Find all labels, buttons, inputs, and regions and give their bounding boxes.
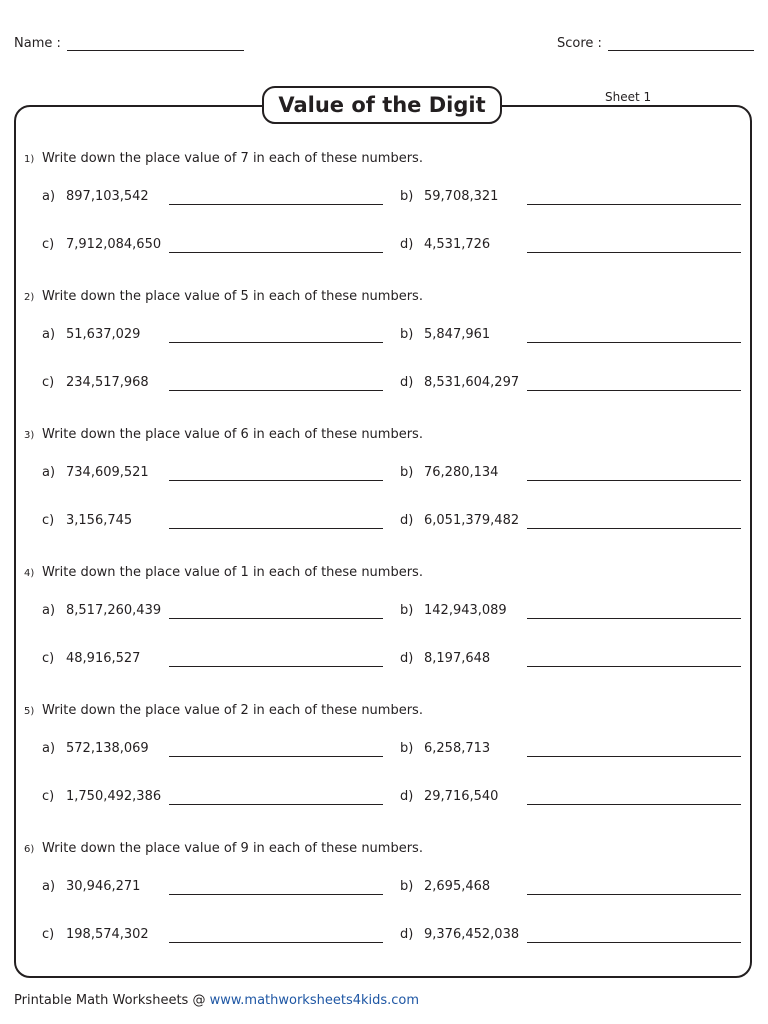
footer-text: Printable Math Worksheets @	[14, 993, 210, 1008]
item-a	[42, 189, 382, 213]
answer-line[interactable]	[527, 804, 741, 805]
item-letter: a)	[42, 465, 56, 480]
question-number: 3)	[24, 430, 35, 441]
answer-line[interactable]	[169, 204, 383, 205]
name-label: Name :	[14, 36, 61, 51]
item-letter: b)	[400, 741, 414, 756]
item-number: 7,912,084,650	[66, 237, 162, 252]
name-field	[14, 35, 244, 51]
item-b	[400, 741, 740, 765]
item-b	[400, 879, 740, 903]
question-prompt: Write down the place value of 2 in each of these numbers.	[42, 703, 423, 718]
answer-line[interactable]	[527, 528, 741, 529]
item-number: 6,051,379,482	[424, 513, 520, 528]
item-c	[42, 513, 382, 537]
item-letter: d)	[400, 927, 414, 942]
item-number: 234,517,968	[66, 375, 149, 390]
answer-line[interactable]	[527, 252, 741, 253]
item-letter: d)	[400, 375, 414, 390]
item-a	[42, 603, 382, 627]
item-letter: b)	[400, 879, 414, 894]
item-c	[42, 927, 382, 951]
item-c	[42, 375, 382, 399]
item-letter: d)	[400, 651, 414, 666]
question-number: 2)	[24, 292, 35, 303]
item-letter: b)	[400, 327, 414, 342]
item-number: 572,138,069	[66, 741, 149, 756]
answer-line[interactable]	[527, 666, 741, 667]
item-b	[400, 327, 740, 351]
question-prompt: Write down the place value of 9 in each of these numbers.	[42, 841, 423, 856]
item-letter: a)	[42, 741, 56, 756]
question-3	[14, 427, 752, 557]
answer-line[interactable]	[169, 480, 383, 481]
sheet-label: Sheet 1	[605, 90, 652, 104]
question-1	[14, 151, 752, 281]
item-c	[42, 789, 382, 813]
item-d	[400, 375, 740, 399]
item-d	[400, 651, 740, 675]
answer-line[interactable]	[527, 204, 741, 205]
footer	[14, 993, 419, 1008]
answer-line[interactable]	[527, 942, 741, 943]
question-number: 1)	[24, 154, 35, 165]
answer-line[interactable]	[527, 894, 741, 895]
item-letter: a)	[42, 879, 56, 894]
item-number: 8,517,260,439	[66, 603, 162, 618]
question-header	[24, 427, 423, 442]
item-b	[400, 189, 740, 213]
item-letter: b)	[400, 465, 414, 480]
item-a	[42, 465, 382, 489]
question-header	[24, 565, 423, 580]
item-number: 4,531,726	[424, 237, 491, 252]
item-c	[42, 651, 382, 675]
question-header	[24, 703, 423, 718]
item-letter: b)	[400, 603, 414, 618]
item-a	[42, 879, 382, 903]
item-number: 8,197,648	[424, 651, 491, 666]
item-number: 198,574,302	[66, 927, 149, 942]
score-label: Score :	[557, 36, 602, 51]
question-5	[14, 703, 752, 833]
item-b	[400, 603, 740, 627]
item-letter: c)	[42, 237, 55, 252]
answer-line[interactable]	[169, 942, 383, 943]
answer-line[interactable]	[527, 618, 741, 619]
answer-line[interactable]	[169, 894, 383, 895]
item-number: 8,531,604,297	[424, 375, 520, 390]
item-letter: d)	[400, 789, 414, 804]
item-d	[400, 237, 740, 261]
item-d	[400, 789, 740, 813]
item-d	[400, 513, 740, 537]
item-d	[400, 927, 740, 951]
question-header	[24, 841, 423, 856]
item-number: 142,943,089	[424, 603, 507, 618]
question-prompt: Write down the place value of 6 in each of these numbers.	[42, 427, 423, 442]
answer-line[interactable]	[169, 804, 383, 805]
item-letter: c)	[42, 513, 55, 528]
item-letter: c)	[42, 375, 55, 390]
footer-site-link[interactable]: www.mathworksheets4kids.com	[209, 993, 420, 1008]
item-number: 3,156,745	[66, 513, 133, 528]
item-number: 897,103,542	[66, 189, 149, 204]
item-number: 6,258,713	[424, 741, 491, 756]
answer-line[interactable]	[527, 390, 741, 391]
answer-line[interactable]	[169, 390, 383, 391]
question-prompt: Write down the place value of 1 in each of these numbers.	[42, 565, 423, 580]
name-input-line[interactable]	[67, 35, 244, 51]
score-input-line[interactable]	[608, 35, 754, 51]
score-field	[557, 35, 754, 51]
question-number: 6)	[24, 844, 35, 855]
item-a	[42, 327, 382, 351]
question-2	[14, 289, 752, 419]
item-b	[400, 465, 740, 489]
question-number: 4)	[24, 568, 35, 579]
item-letter: c)	[42, 927, 55, 942]
item-number: 59,708,321	[424, 189, 499, 204]
item-letter: a)	[42, 189, 56, 204]
item-letter: d)	[400, 237, 414, 252]
item-number: 48,916,527	[66, 651, 141, 666]
item-a	[42, 741, 382, 765]
answer-line[interactable]	[527, 342, 741, 343]
item-number: 9,376,452,038	[424, 927, 520, 942]
item-letter: c)	[42, 651, 55, 666]
item-letter: a)	[42, 603, 56, 618]
item-number: 30,946,271	[66, 879, 141, 894]
worksheet-title: Value of the Digit	[262, 86, 502, 124]
question-header	[24, 289, 423, 304]
item-number: 2,695,468	[424, 879, 491, 894]
answer-line[interactable]	[169, 666, 383, 667]
answer-line[interactable]	[527, 480, 741, 481]
question-number: 5)	[24, 706, 35, 717]
question-header	[24, 151, 423, 166]
item-letter: a)	[42, 327, 56, 342]
item-letter: b)	[400, 189, 414, 204]
item-number: 734,609,521	[66, 465, 149, 480]
item-letter: c)	[42, 789, 55, 804]
item-number: 5,847,961	[424, 327, 491, 342]
item-number: 29,716,540	[424, 789, 499, 804]
item-number: 76,280,134	[424, 465, 499, 480]
item-letter: d)	[400, 513, 414, 528]
answer-line[interactable]	[169, 252, 383, 253]
answer-line[interactable]	[527, 756, 741, 757]
question-prompt: Write down the place value of 7 in each of these numbers.	[42, 151, 423, 166]
item-c	[42, 237, 382, 261]
answer-line[interactable]	[169, 528, 383, 529]
question-4	[14, 565, 752, 695]
answer-line[interactable]	[169, 618, 383, 619]
question-prompt: Write down the place value of 5 in each of these numbers.	[42, 289, 423, 304]
answer-line[interactable]	[169, 342, 383, 343]
item-number: 51,637,029	[66, 327, 141, 342]
question-6	[14, 841, 752, 971]
item-number: 1,750,492,386	[66, 789, 162, 804]
answer-line[interactable]	[169, 756, 383, 757]
